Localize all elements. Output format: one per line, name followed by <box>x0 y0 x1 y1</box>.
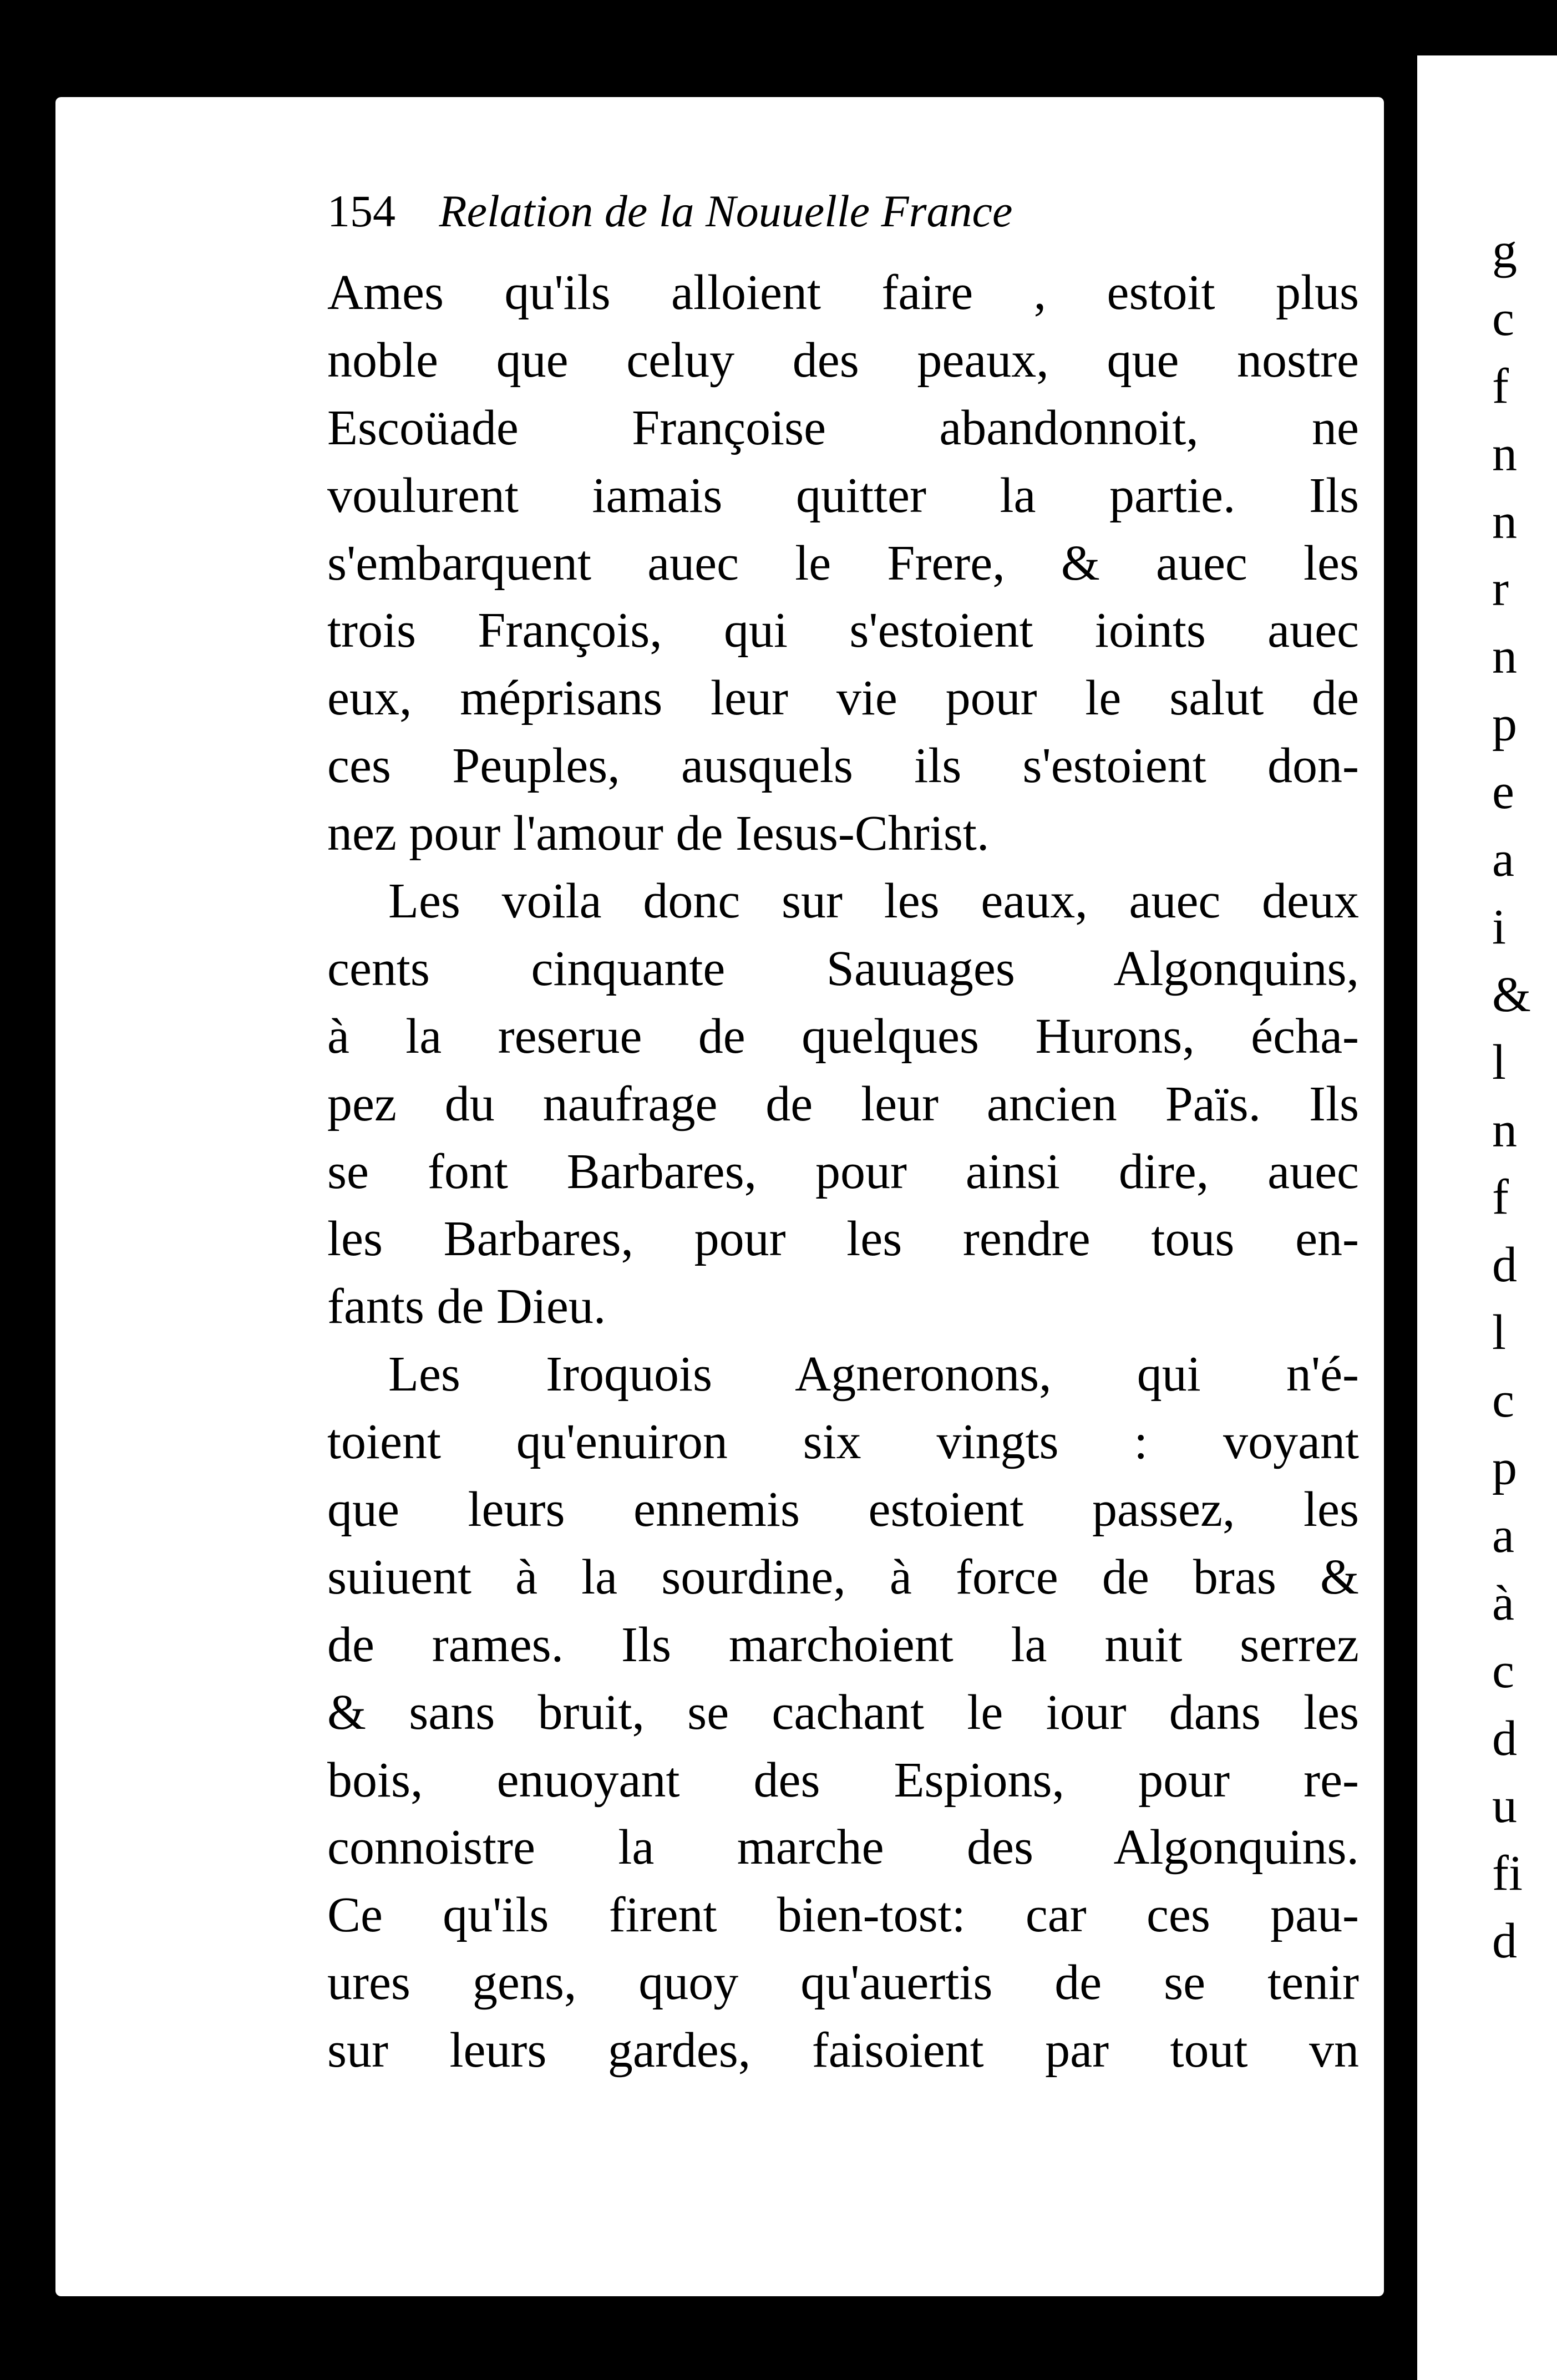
text-line: suiuent à la sourdine, à force de bras & <box>327 1549 1359 1605</box>
adjacent-page-fragment: i <box>1492 899 1507 955</box>
adjacent-page-fragment: u <box>1492 1778 1517 1834</box>
paragraph-start-line: Les voila donc sur les eaux, auec deux <box>388 874 1359 929</box>
text-line: sur leurs gardes, faisoient par tout vn <box>327 2023 1359 2078</box>
paragraph-start-line: Les Iroquois Agneronons, qui n'é- <box>388 1347 1359 1402</box>
text-line: toient qu'enuiron six vingts : voyant <box>327 1414 1359 1470</box>
adjacent-page-fragment: n <box>1492 1102 1517 1158</box>
text-line: que leurs ennemis estoient passez, les <box>327 1482 1359 1537</box>
text-line: & sans bruit, se cachant le iour dans les <box>327 1684 1359 1740</box>
page-number: 154 <box>327 186 395 236</box>
adjacent-page-fragment: a <box>1492 832 1514 887</box>
adjacent-page-fragment: n <box>1492 494 1517 549</box>
text-line: Ames qu'ils alloient faire , estoit plus <box>327 265 1359 320</box>
text-line: se font Barbares, pour ainsi dire, auec <box>327 1144 1359 1199</box>
body-text <box>327 259 1359 2084</box>
page-header <box>327 186 1013 236</box>
text-line: bois, enuoyant des Espions, pour re- <box>327 1752 1359 1808</box>
adjacent-page-fragment: f <box>1492 1170 1509 1225</box>
adjacent-page-fragment: a <box>1492 1508 1514 1563</box>
adjacent-page-fragment: c <box>1492 291 1514 346</box>
adjacent-page-fragment: f <box>1492 358 1509 414</box>
text-line: s'embarquent auec le Frere, & auec les <box>327 535 1359 591</box>
adjacent-page-fragment: n <box>1492 426 1517 481</box>
text-line: connoistre la marche des Algonquins. <box>327 1820 1359 1875</box>
text-line: les Barbares, pour les rendre tous en- <box>327 1211 1359 1267</box>
text-line: voulurent iamais quitter la partie. Ils <box>327 468 1359 523</box>
text-line: noble que celuy des peaux, que nostre <box>327 332 1359 388</box>
adjacent-page-fragment: p <box>1492 697 1517 752</box>
adjacent-page-edge <box>1417 55 1557 2380</box>
adjacent-page-fragment: p <box>1492 1440 1517 1496</box>
adjacent-page-fragment: & <box>1492 967 1531 1022</box>
adjacent-page-fragment: c <box>1492 1373 1514 1428</box>
adjacent-page-text <box>1492 217 1531 1975</box>
text-line: eux, méprisans leur vie pour le salut de <box>327 671 1359 726</box>
adjacent-page-fragment: d <box>1492 1711 1517 1766</box>
adjacent-page-fragment: g <box>1492 224 1517 278</box>
adjacent-page-fragment: e <box>1492 764 1514 820</box>
text-line: trois François, qui s'estoient ioints auec <box>327 603 1359 658</box>
adjacent-page-fragment: d <box>1492 1914 1517 1969</box>
text-line: Escoüade Françoise abandonnoit, ne <box>327 400 1359 455</box>
book-page <box>55 97 1384 2296</box>
running-title: Relation de la Nouuelle France <box>439 186 1013 236</box>
text-line: ures gens, quoy qu'auertis de se tenir <box>327 1955 1359 2011</box>
text-line: nez pour l'amour de Iesus-Christ. <box>327 806 990 861</box>
text-line: ces Peuples, ausquels ils s'estoient don- <box>327 738 1359 794</box>
text-line: cents cinquante Sauuages Algonquins, <box>327 941 1359 996</box>
text-line: fants de Dieu. <box>327 1279 606 1334</box>
adjacent-page-fragment: l <box>1492 1305 1507 1361</box>
adjacent-page-fragment: r <box>1492 561 1509 617</box>
adjacent-page-fragment: n <box>1492 629 1517 684</box>
adjacent-page-fragment: à <box>1492 1575 1514 1631</box>
adjacent-page-fragment: fi <box>1492 1846 1523 1901</box>
text-line: de rames. Ils marchoient la nuit serrez <box>327 1617 1359 1672</box>
adjacent-page-fragment: l <box>1492 1034 1507 1090</box>
text-line: à la reserue de quelques Hurons, écha- <box>327 1008 1359 1064</box>
adjacent-page-fragment: c <box>1492 1643 1514 1698</box>
text-line: Ce qu'ils firent bien-tost: car ces pau- <box>327 1887 1359 1943</box>
adjacent-page-fragment: d <box>1492 1237 1517 1293</box>
text-line: pez du naufrage de leur ancien Païs. Ils <box>327 1076 1359 1131</box>
